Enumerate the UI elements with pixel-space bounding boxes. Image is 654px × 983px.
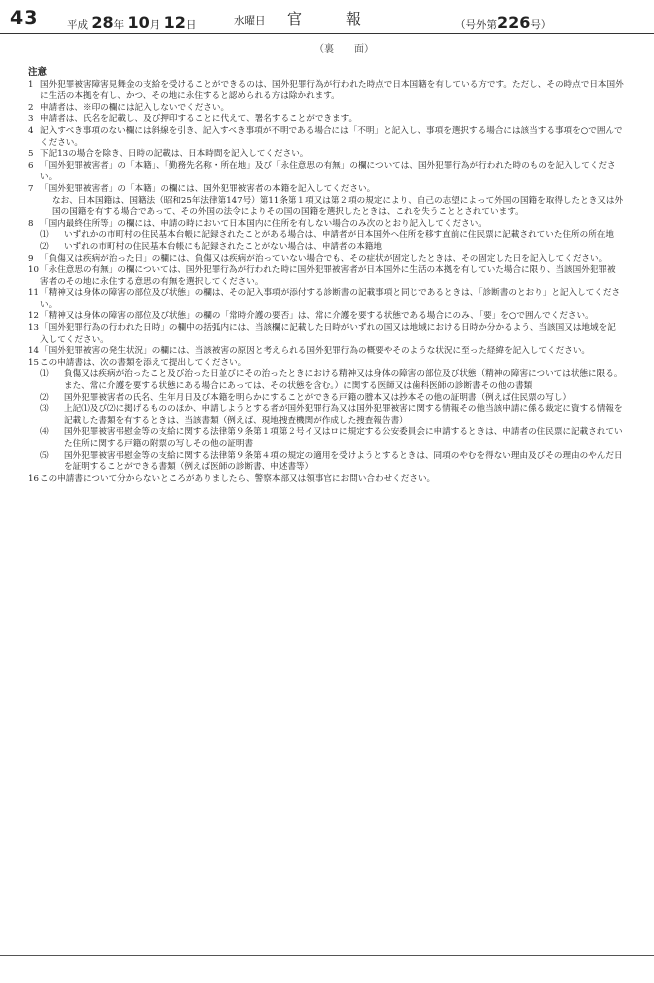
note-item [28,358,624,370]
subitem-number: ⑸ [40,450,49,461]
page-number: 43 [10,7,39,29]
note-text: 「国外犯罪行為の行われた日時」の欄中の括弧内には、当該欄に記載した日時がいずれの国又は地域における日時か分かるよう、当該国又は地域を記入してください。 [40,323,616,345]
note-item [28,323,624,346]
issue-number [455,13,551,32]
note-item [28,103,624,115]
note-item [28,265,624,288]
note-number: 11 [28,288,39,299]
note-number: 14 [28,346,39,357]
note-text: 「国外犯罪被害者」の「本籍」の欄には、国外犯罪被害者の本籍を記入してください。 [40,183,376,194]
footer-divider [0,955,654,956]
subitem-text: 国外犯罪被害弔慰金等の支給に関する法律第９条第４項の規定の適用を受けようとするときは、同項のやむを得ない理由及びその理由のやんだ日を証明することができる書類（例えば医師の診断書、申述書等） [64,450,623,473]
note-subitem [28,451,624,474]
note-text: 「国外犯罪被害者」の「本籍」、「勤務先名称・所在地」及び「永住意思の有無」の欄については、国外犯罪行為が行われた時のものを記入してください。 [40,160,616,183]
note-text: 申請者は、※印の欄には記入しないでください。 [40,102,230,113]
note-item [28,80,624,103]
month: 10 [127,13,150,32]
note-item [28,311,624,323]
note-text-continued: なお、日本国籍は、国籍法（昭和25年法律第147号）第11条第１項又は第２項の規定により、自己の志望によって外国の国籍を取得したとき又は外国の国籍を有する場合であって、その外国の法令によりその国の国籍を選択したときは、これを失うこととされています。 [52,195,624,218]
note-text: 申請者は、氏名を記載し、及び押印することに代えて、署名することができます。 [40,114,358,125]
note-text: この申請書について分からないところがありましたら、警察本部又は領事官にお問い合わせください。 [40,473,436,484]
note-subitem [28,230,624,242]
issue-prefix: （号外第 [455,19,497,31]
note-item [28,219,624,231]
note-subitem [28,404,624,427]
note-number: 13 [28,323,39,334]
era: 平成 [67,19,88,31]
month-unit: 月 [149,19,161,31]
note-number: 8 [28,218,34,229]
subitem-number: ⑴ [40,369,49,380]
subitem-text: 上記⑴及び⑵に掲げるもののほか、申請しようとする者が国外犯罪行為又は国外犯罪被害に関する情報その他当該申請に係る裁定に資する情報を記載した書類を有するときは、当該書類（例えば、現地捜査機関が作成した捜査報告書） [64,404,623,426]
subitem-number: ⑵ [40,392,49,403]
note-item [28,346,624,358]
note-number: 2 [28,102,34,113]
note-number: 7 [28,183,34,194]
note-item [28,288,624,311]
note-text: 「国内最終住所等」の欄には、申請の時において日本国内に住所を有しない場合のみ次のとおり記入してください。 [40,218,487,229]
subitem-number: ⑷ [40,427,49,438]
note-text: 「精神又は身体の障害の部位及び状態」の欄は、その記入事項が添付する診断書の記載事項と同じであるときは、「診断書のとおり」と記入してください。 [40,288,621,310]
note-number: 1 [28,79,34,90]
note-item [28,184,624,219]
note-text: 「国外犯罪被害の発生状況」の欄には、当該被害の原因と考えられる国外犯罪行為の概要やそのような状況に至った経緯を記入してください。 [40,346,591,357]
note-subitem [28,369,624,392]
page-header [0,0,654,34]
subitem-text: 国外犯罪被害者の氏名、生年月日及び本籍を明らかにすることができる戸籍の謄本又は抄本その他の証明書（例えば住民票の写し） [64,392,572,403]
note-number: 12 [28,311,39,322]
note-subitem [28,393,624,405]
note-item [28,114,624,126]
issue-number-value: 226 [497,13,531,32]
subitem-text: 負傷又は疾病が治ったこと及び治った日並びにその治ったときにおける精神又は身体の障害の部位及び状態（精神の障害については状態に限る。また、常に介護を要する状態にある場合にあっては、その状態を含む。）に関する医師又は歯科医師の診断書その他の書類 [64,369,623,392]
note-number: 5 [28,149,34,160]
note-text: 「精神又は身体の障害の部位及び状態」の欄の「常時介護の要否」は、常に介護を要する状態である場合にのみ、「要」を○で囲んでください。 [40,311,594,322]
issue-suffix: 号） [530,19,552,31]
form-side-label: （裏 面） [314,44,374,55]
year-unit: 年 [113,19,125,31]
note-text: この申請書は、次の書類を添えて提出してください。 [40,357,247,368]
subitem-text: 国外犯罪被害弔慰金等の支給に関する法律第９条第１項第２号イ又はロに規定する公安委員会に申請するときは、申請者の住民票に記載されていた住所に関する戸籍の附票の写しその他の証明書 [64,427,623,449]
subitem-number: ⑴ [40,230,49,241]
note-item [28,126,624,149]
note-number: 16 [28,473,39,484]
notes-section [28,67,624,485]
publication-date [67,13,196,32]
note-number: 9 [28,253,34,264]
note-text: 記入すべき事項のない欄には斜線を引き、記入すべき事項が不明である場合には「不明」と記入し、事項を選択する場合には該当する事項を○で囲んでください。 [40,125,623,148]
note-number: 4 [28,125,34,136]
note-number: 10 [28,265,39,276]
subitem-text: いずれの市町村の住民基本台帳にも記録されたことがない場合は、申請者の本籍地 [64,241,382,252]
note-item [28,149,624,161]
day: 12 [163,13,186,32]
weekday: 水曜日 [234,15,266,27]
note-text: 「負傷又は疾病が治った日」の欄には、負傷又は疾病が治っていない場合でも、その症状が固定したときは、その固定した日を記入してください。 [40,253,608,264]
subitem-number: ⑶ [40,404,49,415]
subitem-text: いずれかの市町村の住民基本台帳に記録されたことがある場合は、申請者が日本国外へ住所を移す直前に住民票に記載されていた住所の所在地 [64,230,615,241]
year: 28 [91,13,114,32]
note-subitem [28,427,624,450]
note-subitem [28,242,624,254]
day-unit: 日 [185,19,197,31]
note-text: 「永住意思の有無」の欄については、国外犯罪行為が行われた時に国外犯罪被害者が日本国外に生活の本拠を有していた場合に限り、当該国外犯罪被害者のその地に永住する意思の有無を選択してください。 [40,265,616,287]
note-number: 3 [28,114,34,125]
notes-title: 注意 [28,67,48,78]
note-text: 国外犯罪被害障害見舞金の支給を受けることができるのは、国外犯罪行為が行われた時点で日本国籍を有している方です。ただし、その時点で日本国外に生活の本拠を有し、かつ、その地に永住すると認められる方は除かれます。 [40,79,624,102]
subitem-number: ⑵ [40,241,49,252]
note-text: 下記13の場合を除き、日時の記載は、日本時間を記入してください。 [40,149,309,160]
note-number: 15 [28,357,39,368]
note-item [28,474,624,486]
gazette-title: 官報 [287,10,406,28]
note-number: 6 [28,160,34,171]
note-item [28,254,624,266]
note-item [28,161,624,184]
